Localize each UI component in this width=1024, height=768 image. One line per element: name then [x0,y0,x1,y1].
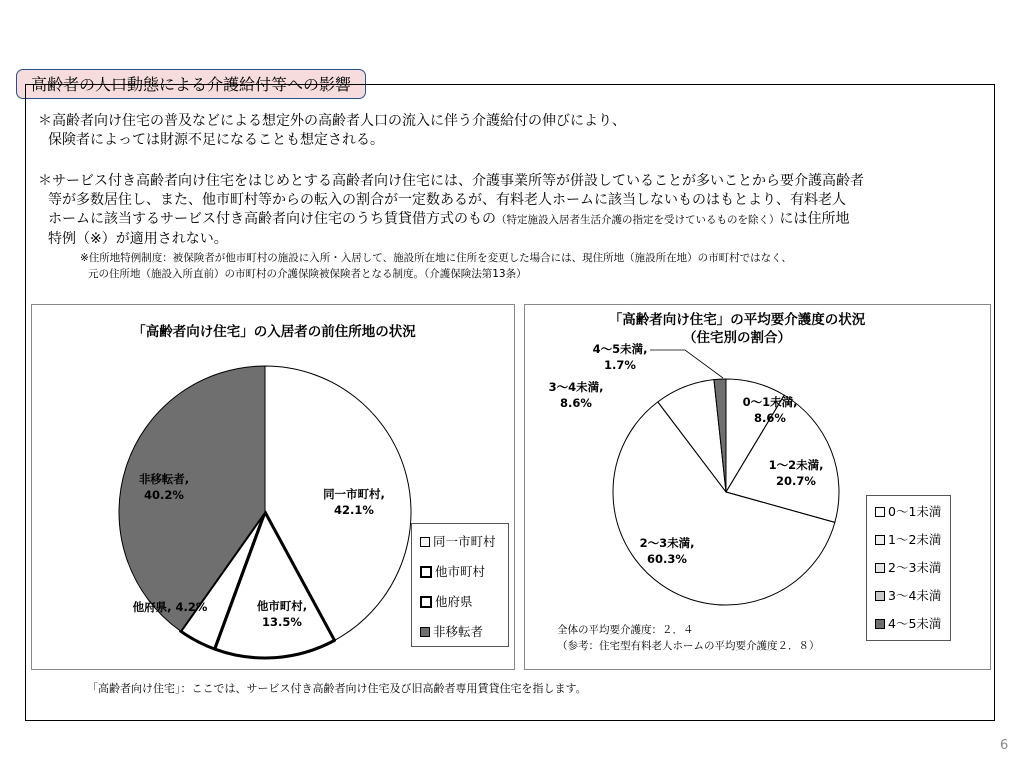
pie-2-leader-line-4-5 [650,350,723,378]
chart-2-legend [866,495,951,641]
chart-care-level [524,304,991,670]
legend-swatch-3-4 [875,591,885,601]
chart-1-title: 「高齢者向け住宅」の入居者の前住所地の状況 [132,324,416,340]
pie-2-label-0-1: 0～1未満, 8.6% [742,395,798,425]
bullet-2-line-1: ＊サービス付き高齢者向け住宅をはじめとする高齢者向け住宅には、介護事業所等が併設していることが多いことから要介護高齢者 [38,173,864,189]
note-line-1: ※住所地特例制度：被保険者が他市町村の施設に入所・入居して、施設所在地に住所を変更した場合には、現住所地（施設所在地）の市町村ではなく、 [80,252,792,264]
pie-2-label-1-2: 1～2未満, 20.7% [768,458,824,488]
bullet-1 [38,112,626,150]
legend-other-municipality: 他市町村 [420,564,485,580]
bullet-2-line-4: 特例（※）が適用されない。 [48,231,228,247]
pie-2-slice-4-5 [714,379,726,492]
pie-2-label-3-4: 3～4未満, 8.6% [548,380,604,410]
legend-swatch-other-municipality [420,566,432,578]
pie-1-label-other-municipality: 他市町村, 13.5% [256,599,308,629]
chart-2-title-line-1: 「高齢者向け住宅」の平均要介護度の状況 [608,312,866,328]
average-care-level: 全体の平均要介護度：２．４ [557,624,694,636]
legend-swatch-other-prefecture [420,596,432,608]
legend-2-3: 2～3未満 [875,560,941,576]
legend-swatch-2-3 [875,563,885,573]
legend-swatch-4-5 [875,619,885,629]
special-rule-note [80,250,792,282]
legend-4-5: 4～5未満 [875,616,941,632]
legend-swatch-same-municipality [420,537,430,547]
legend-0-1: 0～1未満 [875,504,941,520]
legend-swatch-1-2 [875,535,885,545]
bullet-2-line-3-end: には住所地 [779,211,850,227]
chart-2-subtitle: （住宅別の割合） [683,330,791,346]
bullet-1-line-2: 保険者によっては財源不足になることも想定される。 [48,132,384,148]
bullet-2-line-3 [38,210,864,230]
pie-1-label-same-municipality: 同一市町村, 42.1% [323,487,385,517]
legend-other-prefecture: 他府県 [420,594,473,610]
page-number: 6 [1000,738,1009,753]
slide-title: 高齢者の人口動態による介護給付等への影響 [16,69,366,99]
footnote: 「高齢者向け住宅」：ここでは、サービス付き高齢者向け住宅及び旧高齢者専用賃貸住宅を指します。 [87,682,587,695]
pie-2-label-2-3: 2～3未満, 60.3% [639,536,695,566]
legend-non-movers: 非移転者 [420,624,483,640]
legend-swatch-0-1 [875,507,885,517]
pie-1-label-other-prefecture: 他府県, 4.2% [132,600,208,614]
bullet-2 [38,172,864,249]
chart-1-legend [411,523,509,647]
legend-3-4: 3～4未満 [875,588,941,604]
legend-1-2: 1～2未満 [875,532,941,548]
bullet-2-line-3-main: ホームに該当するサービス付き高齢者向け住宅のうち賃貸借方式のもの [48,211,496,227]
bullet-2-line-3-parenthetical: （特定施設入居者生活介護の指定を受けているものを除く） [496,214,780,226]
legend-swatch-non-movers [420,627,430,637]
bullet-1-line-1: ＊高齢者向け住宅の普及などによる想定外の高齢者人口の流入に伴う介護給付の伸びにより、 [38,113,626,129]
legend-same-municipality: 同一市町村 [420,534,496,550]
chart-previous-address [31,304,515,670]
bullet-2-line-2: 等が多数居住し、また、他市町村等からの転入の割合が一定数あるが、有料老人ホームに該当しないものはもとより、有料老人 [48,192,846,208]
pie-2-label-4-5: 4～5未満, 1.7% [592,342,648,372]
note-line-2: 元の住所地（施設入所直前）の市町村の介護保険被保険者となる制度。（介護保険法第13条） [88,268,527,280]
reference-care-level: （参考：住宅型有料老人ホームの平均要介護度２．８） [557,640,820,652]
pie-1-label-non-movers: 非移転者, 40.2% [138,472,190,502]
